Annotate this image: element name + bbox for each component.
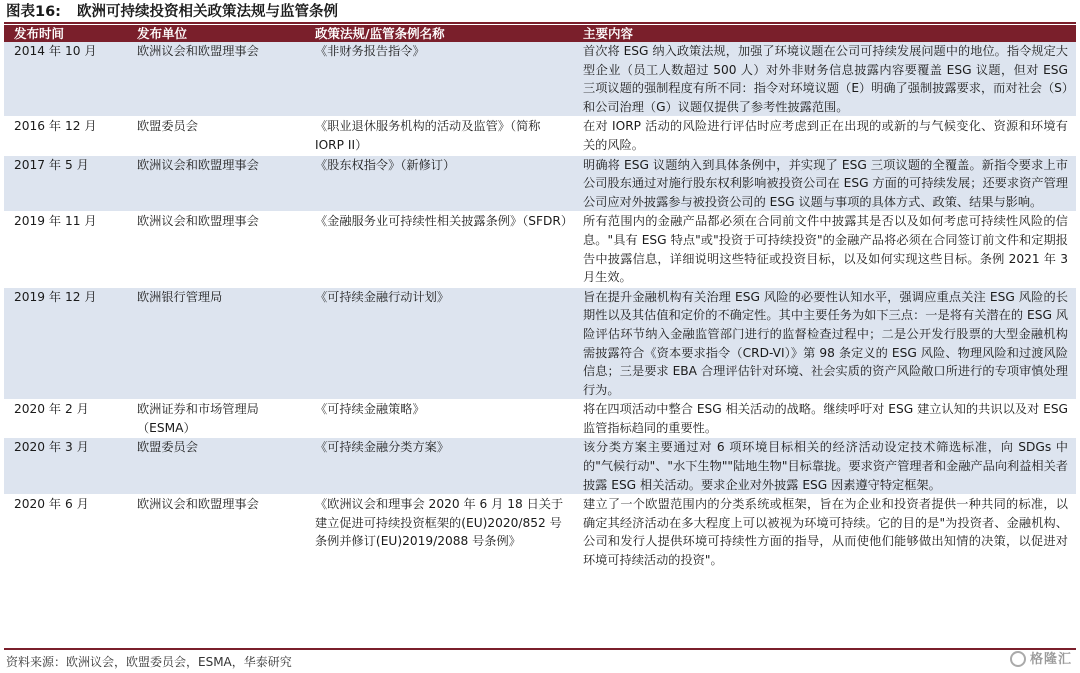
watermark-logo-icon xyxy=(1010,651,1026,667)
cell-content: 将在四项活动中整合 ESG 相关活动的战略。继续呼吁对 ESG 建立认知的共识以及对 ESG 监管指标趋同的重要性。 xyxy=(573,400,1076,438)
cell-content: 明确将 ESG 议题纳入到具体条例中，并实现了 ESG 三项议题的全覆盖。新指令要求上市公司股东通过对施行股东权利影响被投资公司在 ESG 方面的可持续发展；还要求资产管理公司应对外披露参与被投资公司的 ESG 议题与事项的具体方式、政策、结果与影响。 xyxy=(573,155,1076,212)
table-row xyxy=(4,117,1076,155)
cell-content: 在对 IORP 活动的风险进行评估时应考虑到正在出现的或新的与气候变化、资源和环境有关的风险。 xyxy=(573,117,1076,155)
cell-name: 《可持续金融分类方案》 xyxy=(305,438,573,495)
cell-name: 《欧洲议会和理事会 2020 年 6 月 18 日关于建立促进可持续投资框架的(EU)2020/852 号条例并修订(EU)2019/2088 号条例》 xyxy=(305,495,573,570)
cell-date: 2014 年 10 月 xyxy=(4,42,127,117)
cell-org: 欧洲议会和欧盟理事会 xyxy=(127,155,305,212)
column-header-content: 主要内容 xyxy=(573,25,1076,42)
table-row xyxy=(4,155,1076,212)
cell-name: 《非财务报告指令》 xyxy=(305,42,573,117)
cell-name: 《职业退休服务机构的活动及监管》（简称 IORP II） xyxy=(305,117,573,155)
cell-date: 2020 年 6 月 xyxy=(4,495,127,570)
cell-org: 欧洲议会和欧盟理事会 xyxy=(127,212,305,287)
cell-name: 《可持续金融行动计划》 xyxy=(305,287,573,400)
cell-org: 欧洲议会和欧盟理事会 xyxy=(127,42,305,117)
watermark-text: 格隆汇 xyxy=(1029,652,1072,667)
column-header-org: 发布单位 xyxy=(127,25,305,42)
cell-org: 欧盟委员会 xyxy=(127,117,305,155)
cell-name: 《金融服务业可持续性相关披露条例》（SFDR） xyxy=(305,212,573,287)
table-row xyxy=(4,495,1076,570)
policy-table xyxy=(4,25,1076,571)
watermark xyxy=(1010,648,1072,667)
cell-org: 欧洲证券和市场管理局（ESMA） xyxy=(127,400,305,438)
figure-title xyxy=(6,3,338,21)
cell-name: 《可持续金融策略》 xyxy=(305,400,573,438)
cell-date: 2017 年 5 月 xyxy=(4,155,127,212)
cell-date: 2019 年 11 月 xyxy=(4,212,127,287)
table-row xyxy=(4,212,1076,287)
column-header-date: 发布时间 xyxy=(4,25,127,42)
cell-date: 2020 年 3 月 xyxy=(4,438,127,495)
cell-content: 该分类方案主要通过对 6 项环境目标相关的经济活动设定技术筛选标准，向 SDGs 中的"气候行动"、"水下生物""陆地生物"目标靠拢。要求资产管理者和金融产品向利益相关者披露 ESG 相关活动。要求企业对外披露 ESG 因素遵守特定框架。 xyxy=(573,438,1076,495)
cell-org: 欧洲银行管理局 xyxy=(127,287,305,400)
table-header-row xyxy=(4,25,1076,42)
table-row xyxy=(4,438,1076,495)
cell-org: 欧盟委员会 xyxy=(127,438,305,495)
source-note: 资料来源：欧洲议会，欧盟委员会，ESMA，华泰研究 xyxy=(6,655,292,669)
title-divider xyxy=(4,22,1076,24)
cell-content: 首次将 ESG 纳入政策法规，加强了环境议题在公司可持续发展问题中的地位。指令规定大型企业（员工人数超过 500 人）对外非财务信息披露内容要覆盖 ESG 议题，但对 ESG 三项议题的强制程度有所不同：指令对环境议题（E）明确了强制披露要求，而对社会（S）和公司治理（G）议题仅提供了参考性披露范围。 xyxy=(573,42,1076,117)
table-row xyxy=(4,400,1076,438)
cell-content: 建立了一个欧盟范围内的分类系统或框架，旨在为企业和投资者提供一种共同的标准，以确定其经济活动在多大程度上可以被视为环境可持续。它的目的是"为投资者、金融机构、公司和发行人提供环境可持续性方面的指导，从而使他们能够做出知情的决策，以促进对环境可持续活动的投资"。 xyxy=(573,495,1076,570)
cell-name: 《股东权指令》（新修订） xyxy=(305,155,573,212)
column-header-name: 政策法规/监管条例名称 xyxy=(305,25,573,42)
footer-divider xyxy=(4,648,1076,650)
table-row xyxy=(4,287,1076,400)
figure-caption: 欧洲可持续投资相关政策法规与监管条例 xyxy=(76,4,338,20)
cell-org: 欧洲议会和欧盟理事会 xyxy=(127,495,305,570)
figure-number: 图表16: xyxy=(6,4,61,20)
table-row xyxy=(4,42,1076,117)
cell-content: 所有范围内的金融产品都必须在合同前文件中披露其是否以及如何考虑可持续性风险的信息。"具有 ESG 特点"或"投资于可持续投资"的金融产品将必须在合同签订前文件和定期报告中披露信息，详细说明这些特征或投资目标，以及如何实现这些目标。条例 2021 年 3 月生效。 xyxy=(573,212,1076,287)
cell-content: 旨在提升金融机构有关治理 ESG 风险的必要性认知水平，强调应重点关注 ESG 风险的长期性以及其估值和定价的不确定性。其中主要任务为如下三点：一是将有关潜在的 ESG 风险评估环节纳入金融监管部门进行的监督检查过程中；二是公开发行股票的大型金融机构需披露符合《资本要求指令（CRD-VI）》第 98 条定义的 ESG 风险、物理风险和过渡风险信息；三是要求 EBA 合理评估针对环境、社会实质的资产风险敞口所进行的专项审慎处理行为。 xyxy=(573,287,1076,400)
cell-date: 2016 年 12 月 xyxy=(4,117,127,155)
cell-date: 2020 年 2 月 xyxy=(4,400,127,438)
cell-date: 2019 年 12 月 xyxy=(4,287,127,400)
